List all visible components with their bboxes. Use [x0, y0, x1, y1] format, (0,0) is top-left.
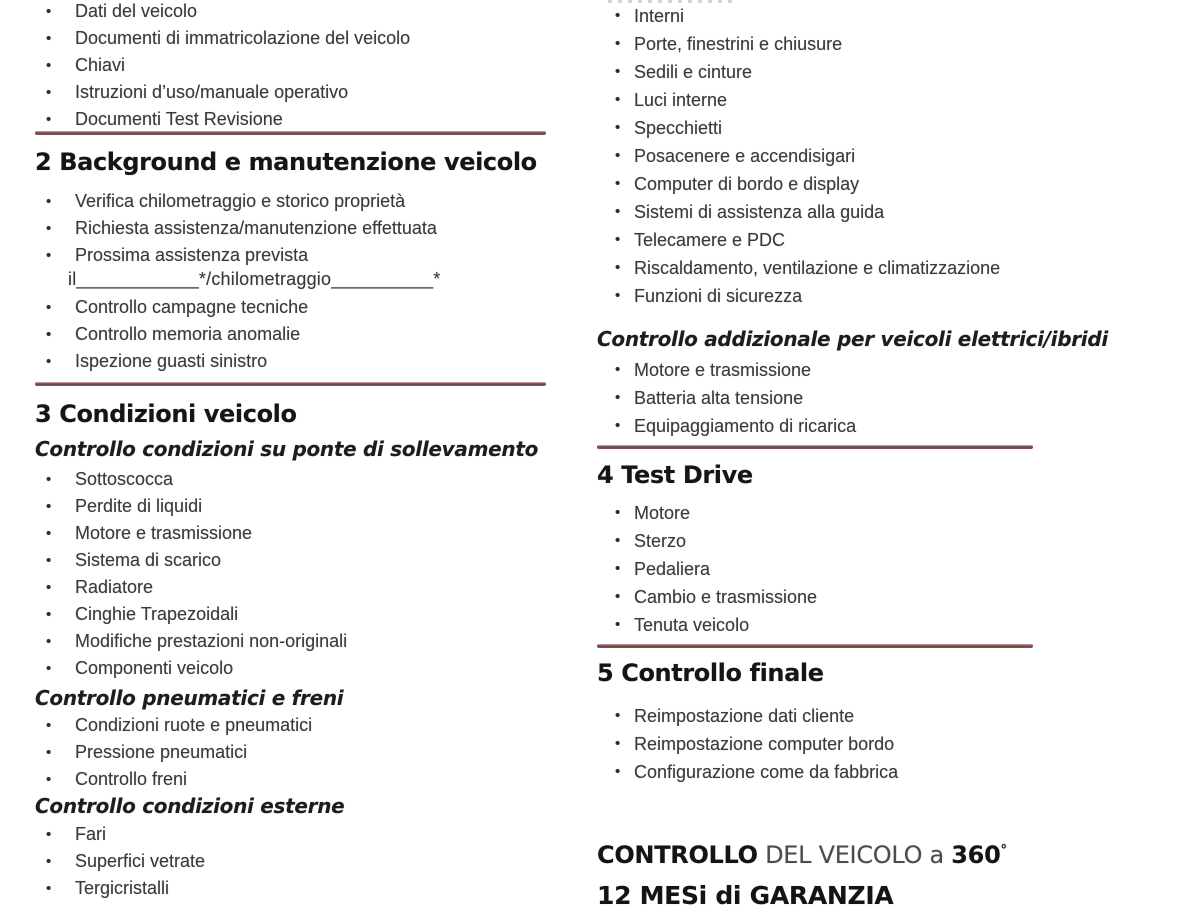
list-item — [35, 294, 562, 321]
bullet-icon: • — [615, 588, 621, 605]
section-divider — [597, 445, 1033, 449]
bullet-icon: • — [46, 299, 52, 316]
bullet-icon: • — [46, 3, 52, 20]
list-item — [35, 52, 562, 79]
list-item-label: Motore — [634, 503, 691, 523]
list-item-label: Funzioni di sicurezza — [634, 286, 803, 306]
list-item-label: Prossima assistenza prevista — [75, 245, 309, 265]
list-item — [597, 555, 1127, 583]
list-item-label: Luci interne — [634, 90, 728, 110]
test-drive-list — [597, 499, 1127, 639]
list-item-label: Superfici vetrate — [75, 851, 206, 871]
bullet-icon: • — [615, 504, 621, 521]
list-item-label: Chiavi — [75, 55, 126, 75]
list-item-label: Configurazione come da fabbrica — [634, 762, 899, 782]
interior-check-list — [597, 2, 1127, 310]
bullet-icon: • — [46, 525, 52, 542]
list-item — [35, 242, 562, 269]
bullet-icon: • — [46, 247, 52, 264]
bullet-icon: • — [615, 735, 621, 752]
list-item-label: Condizioni ruote e pneumatici — [75, 715, 313, 735]
controllo-regular-text: DEL VEICOLO a — [757, 841, 952, 869]
list-item-label: Porte, finestrini e chiusure — [634, 34, 843, 54]
bullet-icon: • — [46, 353, 52, 370]
section5-title: 5 Controllo finale — [597, 659, 824, 687]
list-item-label: Cinghie Trapezoidali — [75, 604, 239, 624]
background-maintenance-list-top — [35, 188, 562, 269]
list-item — [35, 766, 562, 793]
list-item — [597, 758, 1127, 786]
list-item — [597, 114, 1127, 142]
list-item — [35, 321, 562, 348]
section-divider — [35, 382, 546, 386]
list-item — [35, 875, 562, 902]
list-item — [597, 499, 1127, 527]
bullet-icon: • — [615, 91, 621, 108]
section2-title: 2 Background e manutenzione veicolo — [35, 148, 537, 176]
list-item-label: Reimpostazione computer bordo — [634, 734, 895, 754]
list-item — [597, 611, 1127, 639]
bullet-icon: • — [46, 326, 52, 343]
section4-title: 4 Test Drive — [597, 461, 753, 489]
bullet-icon: • — [615, 532, 621, 549]
list-item-label: Sterzo — [634, 531, 687, 551]
bullet-icon: • — [46, 771, 52, 788]
bullet-icon: • — [46, 717, 52, 734]
list-item — [35, 655, 562, 682]
list-item-label: Perdite di liquidi — [75, 496, 203, 516]
bullet-icon: • — [46, 220, 52, 237]
list-item — [35, 821, 562, 848]
bullet-icon: • — [615, 560, 621, 577]
list-item-label: Tenuta veicolo — [634, 615, 750, 635]
list-item-label: Controllo memoria anomalie — [75, 324, 301, 344]
lift-check-subtitle: Controllo condizioni su ponte di sollevamento — [35, 437, 539, 461]
bullet-icon: • — [46, 633, 52, 650]
bullet-icon: • — [46, 744, 52, 761]
list-item — [35, 348, 562, 375]
bullet-icon: • — [615, 763, 621, 780]
bullet-icon: • — [615, 259, 621, 276]
list-item-label: Controllo freni — [75, 769, 188, 789]
bullet-icon: • — [46, 880, 52, 897]
section-divider — [597, 644, 1033, 648]
bullet-icon: • — [615, 63, 621, 80]
controllo-360-line — [597, 841, 1007, 869]
list-item-label: Batteria alta tensione — [634, 388, 804, 408]
list-item — [35, 215, 562, 242]
bullet-icon: • — [46, 579, 52, 596]
list-item-label: Documenti di immatricolazione del veicolo — [75, 28, 411, 48]
list-item — [35, 106, 562, 133]
list-item — [35, 848, 562, 875]
list-item-label: Fari — [75, 824, 106, 844]
bullet-icon: • — [615, 417, 621, 434]
controllo-number: 360 — [951, 841, 1001, 869]
list-item-label: Radiatore — [75, 577, 154, 597]
bullet-icon: • — [615, 616, 621, 633]
list-item-label: Computer di bordo e display — [634, 174, 860, 194]
list-item-label: Documenti Test Revisione — [75, 109, 283, 129]
list-item — [597, 86, 1127, 114]
list-item — [597, 730, 1127, 758]
list-item — [35, 25, 562, 52]
bullet-icon: • — [46, 30, 52, 47]
list-item-label: Reimpostazione dati cliente — [634, 706, 855, 726]
list-item — [597, 198, 1127, 226]
list-item — [597, 384, 1127, 412]
list-item-label: Sistema di scarico — [75, 550, 222, 570]
bullet-icon: • — [46, 111, 52, 128]
list-item-label: Componenti veicolo — [75, 658, 234, 678]
bullet-icon: • — [615, 361, 621, 378]
list-item-label: Sistemi di assistenza alla guida — [634, 202, 885, 222]
bullet-icon: • — [615, 7, 621, 24]
list-item — [597, 282, 1127, 310]
bullet-icon: • — [46, 853, 52, 870]
list-item-label: Motore e trasmissione — [75, 523, 253, 543]
bullet-icon: • — [46, 193, 52, 210]
list-item — [35, 79, 562, 106]
list-item — [597, 527, 1127, 555]
list-item — [597, 583, 1127, 611]
list-item-label: Verifica chilometraggio e storico proprietà — [75, 191, 406, 211]
list-item — [35, 493, 562, 520]
list-item — [35, 712, 562, 739]
list-item-label: Pedaliera — [634, 559, 711, 579]
final-check-list — [597, 702, 1127, 786]
list-item-label: Posacenere e accendisigari — [634, 146, 856, 166]
list-item-label: Specchietti — [634, 118, 723, 138]
bullet-icon: • — [615, 119, 621, 136]
exterior-check-subtitle: Controllo condizioni esterne — [35, 794, 345, 818]
background-maintenance-list-bottom — [35, 294, 562, 375]
list-item — [597, 226, 1127, 254]
list-item — [35, 466, 562, 493]
bullet-icon: • — [615, 147, 621, 164]
bullet-icon: • — [615, 287, 621, 304]
list-item — [597, 254, 1127, 282]
list-item — [597, 58, 1127, 86]
list-item — [597, 2, 1127, 30]
list-item-label: Tergicristalli — [75, 878, 170, 898]
list-item-label: Telecamere e PDC — [634, 230, 786, 250]
list-item — [597, 702, 1127, 730]
bullet-icon: • — [46, 552, 52, 569]
section-divider — [35, 131, 546, 135]
list-item-label: Cambio e trasmissione — [634, 587, 818, 607]
list-item — [597, 30, 1127, 58]
list-item-label: Controllo campagne tecniche — [75, 297, 309, 317]
exterior-check-list — [35, 821, 562, 902]
list-item — [597, 356, 1127, 384]
list-item — [35, 574, 562, 601]
list-item-label: Dati del veicolo — [75, 1, 198, 21]
list-item-label: Richiesta assistenza/manutenzione effettuata — [75, 218, 437, 238]
degree-symbol: ° — [1000, 843, 1007, 858]
list-item-label: Istruzioni d’uso/manuale operativo — [75, 82, 349, 102]
list-item-label: Sottoscocca — [75, 469, 174, 489]
list-item-label: Motore e trasmissione — [634, 360, 812, 380]
bullet-icon: • — [46, 826, 52, 843]
list-item-label: Interni — [634, 6, 685, 26]
tires-brakes-list — [35, 712, 562, 793]
bullet-icon: • — [615, 231, 621, 248]
bullet-icon: • — [46, 471, 52, 488]
list-item — [35, 739, 562, 766]
list-item-label: Equipaggiamento di ricarica — [634, 416, 857, 436]
bullet-icon: • — [46, 84, 52, 101]
tires-brakes-subtitle: Controllo pneumatici e freni — [35, 686, 344, 710]
list-item-label: Modifiche prestazioni non-originali — [75, 631, 348, 651]
bullet-icon: • — [615, 389, 621, 406]
list-item — [35, 0, 562, 25]
list-item-label: Ispezione guasti sinistro — [75, 351, 268, 371]
list-item — [35, 601, 562, 628]
list-item-label: Sedili e cinture — [634, 62, 753, 82]
list-item — [35, 628, 562, 655]
list-item — [35, 188, 562, 215]
bullet-icon: • — [615, 35, 621, 52]
lift-check-list — [35, 466, 562, 682]
bullet-icon: • — [46, 57, 52, 74]
bullet-icon: • — [46, 606, 52, 623]
next-service-fill-in-line: il____________*/chilometraggio__________* — [68, 269, 441, 289]
bullet-icon: • — [615, 175, 621, 192]
list-item — [597, 412, 1127, 440]
bullet-icon: • — [615, 707, 621, 724]
bullet-icon: • — [46, 660, 52, 677]
ev-hybrid-subtitle: Controllo addizionale per veicoli elettrici/ibridi — [597, 327, 1108, 351]
list-item — [35, 520, 562, 547]
vehicle-documents-list — [35, 0, 562, 133]
ev-hybrid-list — [597, 356, 1127, 440]
list-item — [597, 170, 1127, 198]
list-item-label: Pressione pneumatici — [75, 742, 248, 762]
list-item-label: Riscaldamento, ventilazione e climatizzazione — [634, 258, 1001, 278]
bullet-icon: • — [46, 498, 52, 515]
controllo-bold-text: CONTROLLO — [597, 841, 758, 869]
section3-title: 3 Condizioni veicolo — [35, 400, 297, 428]
list-item — [597, 142, 1127, 170]
warranty-line: 12 MESi di GARANZIA — [597, 881, 894, 910]
list-item — [35, 547, 562, 574]
bullet-icon: • — [615, 203, 621, 220]
